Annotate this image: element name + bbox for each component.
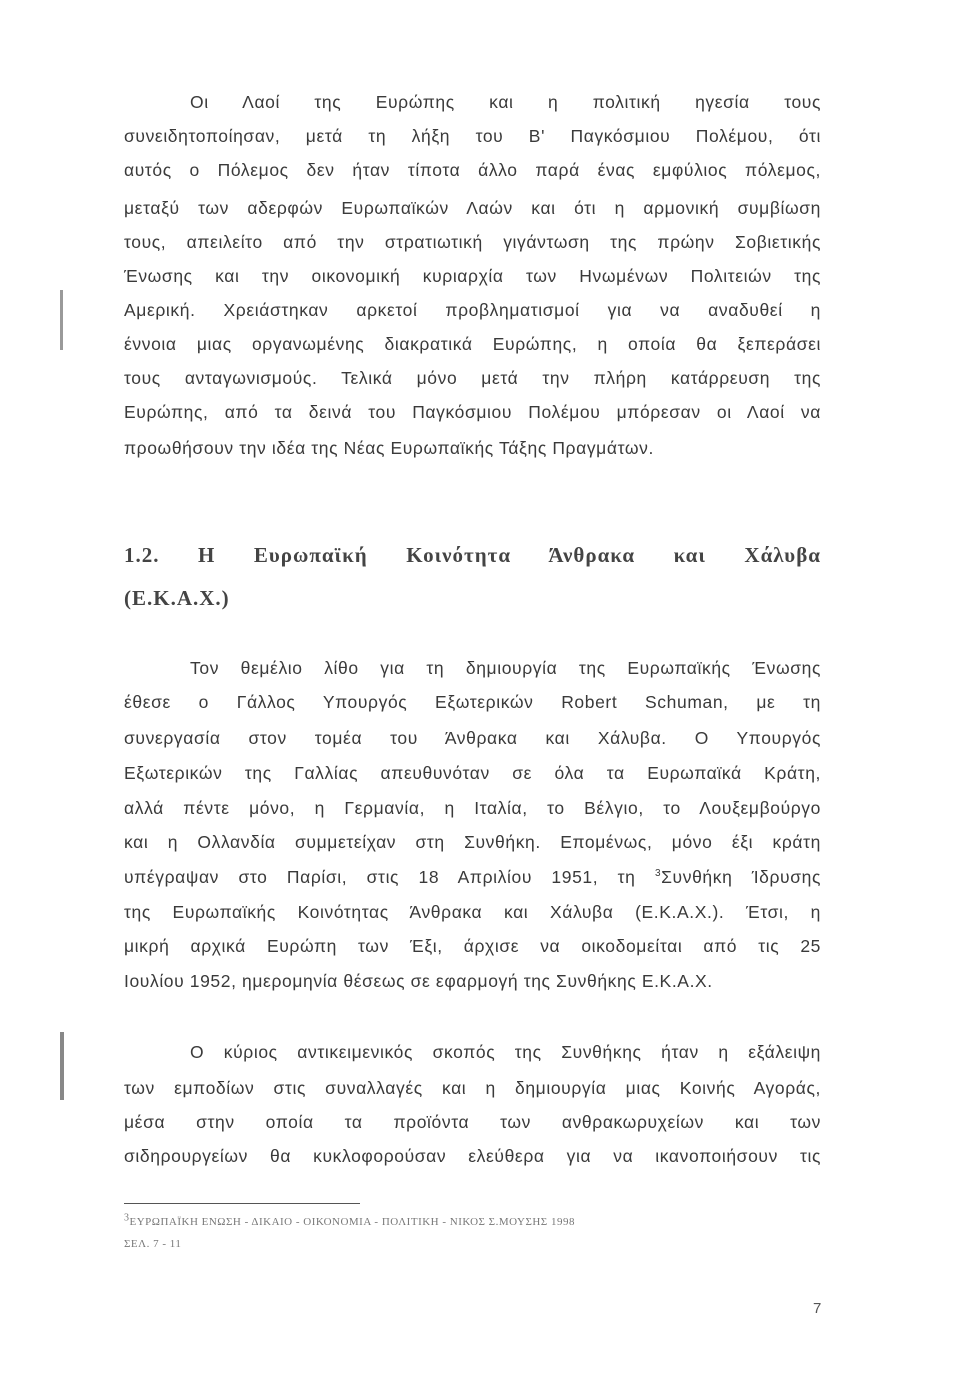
footnote-line-2: ΣΕΛ. 7 - 11	[124, 1238, 182, 1250]
text-line: έννοια μιας οργανωμένης διακρατικά Ευρώπης, η οποία θα ξεπεράσει	[124, 334, 821, 354]
text-line: Ο κύριος αντικειμενικός σκοπός της Συνθήκης ήταν η εξάλειψη	[190, 1042, 821, 1062]
text-line: της Ευρωπαϊκής Κοινότητας Άνθρακα και Χάλυβα (Ε.Κ.Α.Χ.). Έτσι, η	[124, 902, 821, 922]
footnote-marker: 3	[124, 1212, 130, 1224]
text-line: των εμποδίων στις συναλλαγές και η δημιουργία μιας Κοινής Αγοράς,	[124, 1078, 821, 1098]
text-line: Οι Λαοί της Ευρώπης και η πολιτική ηγεσία τους	[190, 92, 821, 112]
text-line: Εξωτερικών της Γαλλίας απευθυνόταν σε όλα τα Ευρωπαϊκά Κράτη,	[124, 763, 821, 783]
text-line-with-footnote-ref	[124, 865, 821, 889]
text-line: μικρή αρχικά Ευρώπη των Έξι, άρχισε να οικοδομείται από τις 25	[124, 936, 821, 956]
page-number: 7	[813, 1300, 822, 1317]
section-title-abbrev: (Ε.Κ.Α.Χ.)	[124, 586, 230, 610]
footnote-text: ΕΥΡΩΠΑΪΚΗ ΕΝΩΣΗ - ΔΙΚΑΙΟ - ΟΙΚΟΝΟΜΙΑ - ΠΟΛΙΤΙΚΗ - ΝΙΚΟΣ Σ.ΜΟΥΣΗΣ 1998	[129, 1216, 575, 1228]
text-line: Ιουλίου 1952, ημερομηνία θέσεως σε εφαρμογή της Συνθήκης Ε.Κ.Α.Χ.	[124, 971, 713, 991]
text-line: Ευρώπης, από τα δεινά του Παγκόσμιου Πολέμου μπόρεσαν οι Λαοί να	[124, 402, 821, 422]
footnote-separator	[124, 1203, 360, 1204]
section-title: 1.2. Η Ευρωπαϊκή Κοινότητα Άνθρακα και Χάλυβα	[124, 543, 821, 567]
text-line: προωθήσουν την ιδέα της Νέας Ευρωπαϊκής Τάξης Πραγμάτων.	[124, 438, 654, 458]
scan-mark-bottom	[60, 1032, 64, 1100]
text-line: μεταξύ των αδερφών Ευρωπαϊκών Λαών και ότι η αρμονική συμβίωση	[124, 198, 821, 218]
footnote-line-1	[124, 1212, 575, 1228]
text-line: μέσα στην οποία τα προϊόντα των ανθρακωρυχείων και των	[124, 1112, 821, 1132]
text-line: αλλά πέντε μόνο, η Γερμανία, η Ιταλία, το Βέλγιο, το Λουξεμβούργο	[124, 798, 821, 818]
scan-mark-top	[60, 290, 63, 350]
text-line: τους, απειλείτο από την στρατιωτική γιγάντωση της πρώην Σοβιετικής	[124, 232, 821, 252]
text-line: Ένωσης και την οικονομική κυριαρχία των Ηνωμένων Πολιτειών της	[124, 266, 821, 286]
footnote-reference[interactable]: $^3$Συνθήκη Ίδρυσης	[654, 867, 821, 887]
text-line: αυτός ο Πόλεμος δεν ήταν τίποτα άλλο παρά ένας εμφύλιος πόλεμος,	[124, 160, 821, 180]
text-line: συνεργασία στον τομέα του Άνθρακα και Χάλυβα. Ο Υπουργός	[124, 728, 821, 748]
text-line: έθεσε ο Γάλλος Υπουργός Εξωτερικών Robert Schuman, με τη	[124, 692, 821, 712]
text-line: Τον θεμέλιο λίθο για τη δημιουργία της Ευρωπαϊκής Ένωσης	[190, 658, 821, 678]
text-line: συνειδητοποίησαν, μετά τη λήξη του Β' Παγκόσμιου Πολέμου, ότι	[124, 126, 821, 146]
text-line: και η Ολλανδία συμμετείχαν στη Συνθήκη. Επομένως, μόνο έξι κράτη	[124, 832, 821, 852]
text-line: Αμερική. Χρειάστηκαν αρκετοί προβληματισμοί για να αναδυθεί η	[124, 300, 821, 320]
text-line: τους ανταγωνισμούς. Τελικά μόνο μετά την πλήρη κατάρρευση της	[124, 368, 821, 388]
text-line: σιδηρουργείων θα κυκλοφορούσαν ελεύθερα για να ικανοποιήσουν τις	[124, 1146, 821, 1166]
text-segment: υπέγραψαν στο Παρίσι, στις 18 Απριλίου 1951, τη	[124, 867, 636, 887]
